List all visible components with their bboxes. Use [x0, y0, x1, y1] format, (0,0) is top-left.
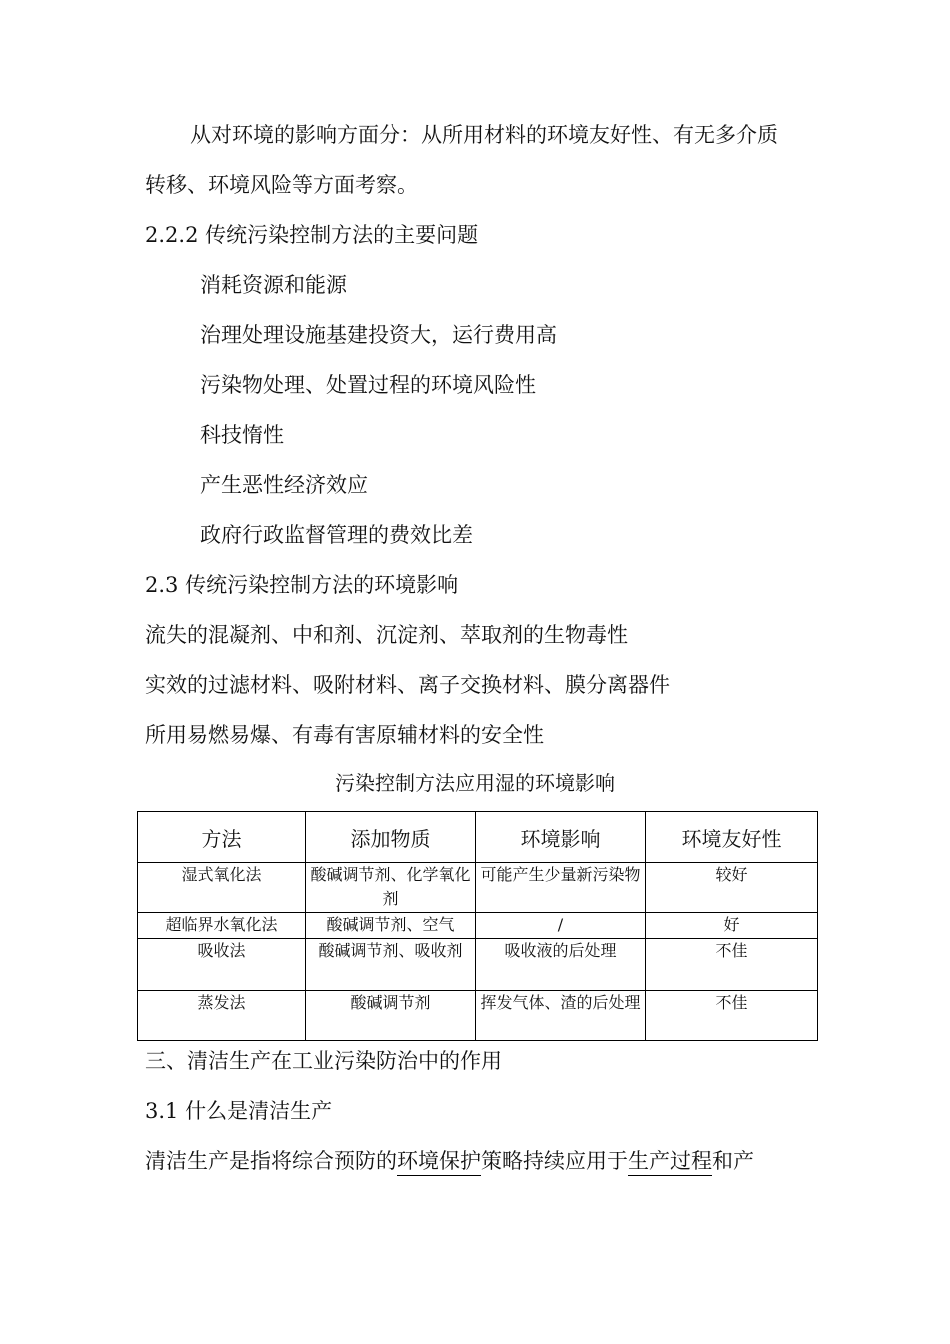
paragraph-line: 从对环境的影响方面分：从所用材料的环境友好性、有无多介质 [190, 123, 778, 147]
underlined-term-environmental-protection: 环境保护 [397, 1149, 481, 1176]
table-header-row [138, 812, 818, 863]
table-cell: 蒸发法 [138, 991, 306, 1041]
column-header: 环境友好性 [646, 812, 818, 863]
section-heading-3-1: 3.1 什么是清洁生产 [145, 1099, 333, 1123]
table-row [138, 863, 818, 913]
table-row [138, 939, 818, 991]
section-heading-2-3: 2.3 传统污染控制方法的环境影响 [145, 573, 459, 597]
underlined-term-production-process: 生产过程 [628, 1149, 712, 1176]
issue-item: 产生恶性经济效应 [200, 473, 368, 497]
table-cell: 较好 [646, 863, 818, 913]
table-cell: 不佳 [646, 939, 818, 991]
table-cell: 酸碱调节剂、空气 [306, 913, 476, 939]
environmental-impact-table [137, 811, 818, 1041]
table-cell: 挥发气体、渣的后处理 [476, 991, 646, 1041]
paragraph-line: 转移、环境风险等方面考察。 [145, 173, 418, 197]
impact-item: 实效的过滤材料、吸附材料、离子交换材料、膜分离器件 [145, 673, 670, 697]
table-cell: 吸收液的后处理 [476, 939, 646, 991]
column-header: 环境影响 [476, 812, 646, 863]
text-run: 和产 [712, 1149, 754, 1173]
issue-item: 政府行政监督管理的费效比差 [200, 523, 473, 547]
table-row [138, 991, 818, 1041]
table-cell: 吸收法 [138, 939, 306, 991]
table-cell: 不佳 [646, 991, 818, 1041]
table-row [138, 913, 818, 939]
impact-item: 所用易燃易爆、有毒有害原辅材料的安全性 [145, 723, 544, 747]
issue-item: 治理处理设施基建投资大，运行费用高 [200, 323, 557, 347]
issue-item: 消耗资源和能源 [200, 273, 347, 297]
table-cell: / [476, 913, 646, 939]
table-cell: 湿式氧化法 [138, 863, 306, 913]
table-cell: 超临界水氧化法 [138, 913, 306, 939]
text-run: 策略持续应用于 [481, 1149, 628, 1173]
column-header: 添加物质 [306, 812, 476, 863]
issue-item: 科技惰性 [200, 423, 284, 447]
section-heading-2-2-2: 2.2.2 传统污染控制方法的主要问题 [145, 223, 479, 247]
definition-line [145, 1146, 754, 1176]
table-cell: 好 [646, 913, 818, 939]
column-header: 方法 [138, 812, 306, 863]
text-run: 清洁生产是指将综合预防的 [145, 1149, 397, 1173]
table-cell: 酸碱调节剂 [306, 991, 476, 1041]
table-cell: 酸碱调节剂、化学氧化剂 [306, 863, 476, 913]
issue-item: 污染物处理、处置过程的环境风险性 [200, 373, 536, 397]
table-cell: 可能产生少量新污染物 [476, 863, 646, 913]
table-cell: 酸碱调节剂、吸收剂 [306, 939, 476, 991]
table-caption: 污染控制方法应用湿的环境影响 [335, 771, 615, 795]
chapter-heading-3: 三、清洁生产在工业污染防治中的作用 [145, 1049, 502, 1073]
impact-item: 流失的混凝剂、中和剂、沉淀剂、萃取剂的生物毒性 [145, 623, 628, 647]
